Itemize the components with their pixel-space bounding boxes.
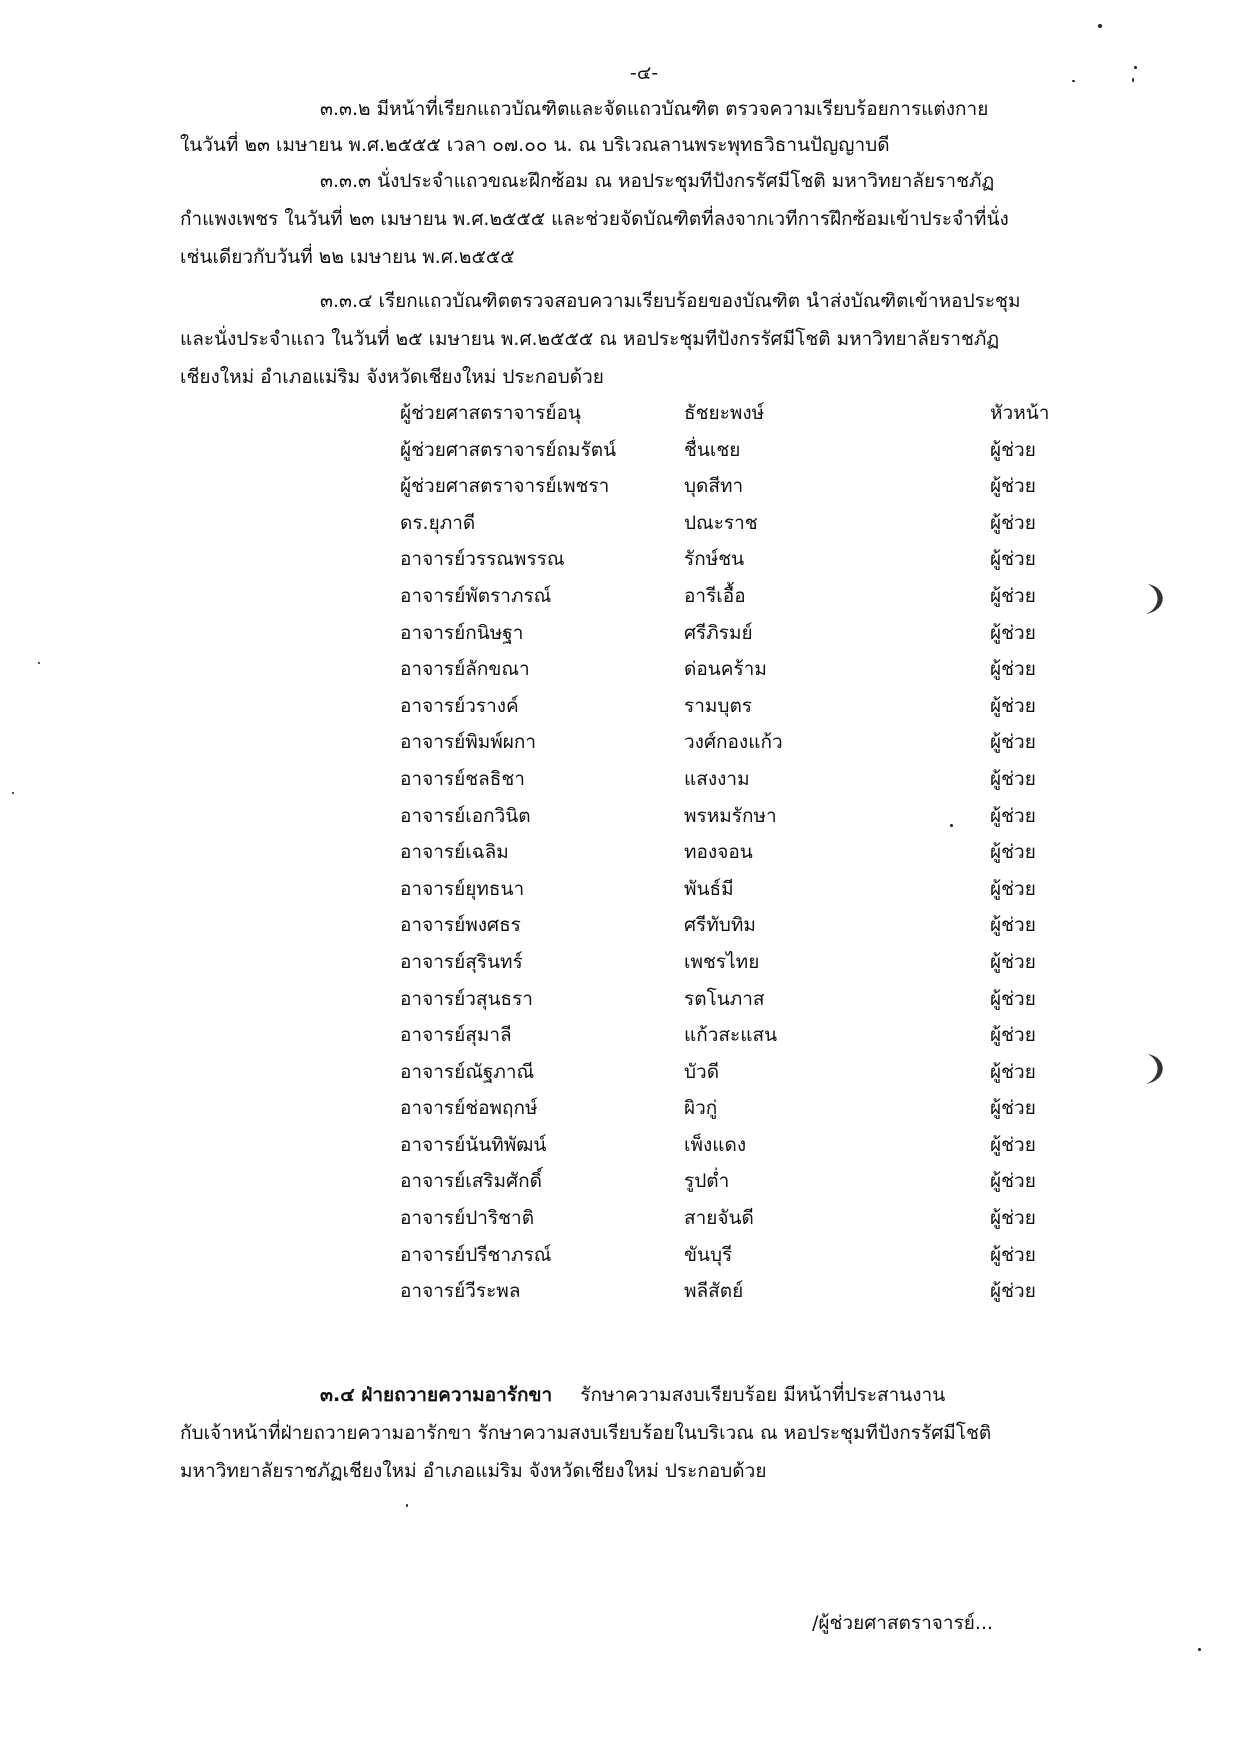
roster-row bbox=[400, 439, 1060, 476]
roster-row bbox=[400, 841, 1060, 878]
roster-row bbox=[400, 878, 1060, 915]
roster-name: ผู้ช่วยศาสตราจารย์เพชรา bbox=[400, 475, 610, 498]
roster-name: อาจารย์ปรีชาภรณ์ bbox=[400, 1243, 552, 1266]
page-number: -๔- bbox=[630, 62, 659, 84]
roster-name: อาจารย์เอกวินิต bbox=[400, 804, 531, 827]
roster-name: อาจารย์วรรณพรรณ bbox=[400, 548, 565, 571]
roster-row bbox=[400, 1134, 1060, 1171]
section-3-3-2-line-2: ในวันที่ ๒๓ เมษายน พ.ศ.๒๕๕๕ เวลา ๐๗.๐๐ น. ณ บริเวณลานพระพุทธวิธานปัญญาบดี bbox=[180, 134, 890, 156]
roster-name: อาจารย์เฉลิม bbox=[400, 841, 509, 864]
section-3-4-line-1-text: รักษาความสงบเรียบร้อย มีหน้าที่ประสานงาน bbox=[580, 1384, 946, 1406]
roster-name: อาจารย์สุรินทร์ bbox=[400, 950, 523, 973]
roster-row bbox=[400, 695, 1060, 732]
scan-speck bbox=[1098, 24, 1102, 28]
section-3-4-line-2: กับเจ้าหน้าที่ฝ่ายถวายความอารักขา รักษาความสงบเรียบร้อยในบริเวณ ณ หอประชุมทีปังกรรัศมีโชติ bbox=[180, 1422, 992, 1444]
roster-name: อาจารย์วสุนธรา bbox=[400, 987, 533, 1010]
punch-hole-shadow bbox=[1138, 1052, 1168, 1086]
section-3-3-4-line-2: และนั่งประจำแถว ในวันที่ ๒๕ เมษายน พ.ศ.๒๕๕๕ ณ หอประชุมทีปังกรรัศมีโชติ มหาวิทยาลัยราชภัฏ bbox=[180, 328, 1000, 350]
scan-speck bbox=[1134, 66, 1137, 69]
roster-surname: พรหมรักษา bbox=[684, 804, 777, 827]
roster-surname: รตโนภาส bbox=[684, 987, 765, 1010]
section-3-3-4-line-1: ๓.๓.๔ เรียกแถวบัณฑิตตรวจสอบความเรียบร้อยของบัณฑิต นำส่งบัณฑิตเข้าหอประชุม bbox=[320, 290, 1021, 312]
roster-row bbox=[400, 548, 1060, 585]
scan-speck bbox=[12, 792, 14, 794]
roster-surname: รักษ์ชน bbox=[684, 548, 745, 571]
section-3-4-line-1 bbox=[320, 1384, 945, 1407]
roster-surname: พลีสัตย์ bbox=[684, 1280, 744, 1303]
roster-role: ผู้ช่วย bbox=[990, 841, 1036, 864]
roster-name: อาจารย์เสริมศักดิ์ bbox=[400, 1170, 542, 1193]
roster-row bbox=[400, 402, 1060, 439]
roster-surname: เพ็งแดง bbox=[684, 1133, 747, 1156]
roster-role: ผู้ช่วย bbox=[990, 1207, 1036, 1230]
roster-name: อาจารย์สุมาลี bbox=[400, 1024, 512, 1047]
scan-speck bbox=[38, 662, 40, 664]
roster-role: ผู้ช่วย bbox=[990, 438, 1036, 461]
roster-row bbox=[400, 914, 1060, 951]
roster-role: ผู้ช่วย bbox=[990, 1243, 1036, 1266]
roster-surname: เพชรไทย bbox=[684, 950, 760, 973]
roster-row bbox=[400, 585, 1060, 622]
section-3-4-line-3: มหาวิทยาลัยราชภัฏเชียงใหม่ อำเภอแม่ริม จังหวัดเชียงใหม่ ประกอบด้วย bbox=[180, 1460, 767, 1482]
roster-name: อาจารย์ณัฐภาณี bbox=[400, 1060, 535, 1083]
roster-name: ผู้ช่วยศาสตราจารย์ถมรัตน์ bbox=[400, 438, 617, 461]
roster-name: อาจารย์นันทิพัฒน์ bbox=[400, 1133, 547, 1156]
scan-speck bbox=[406, 1504, 408, 1507]
roster-name: ดร.ยุภาดี bbox=[400, 511, 476, 534]
continuation-reference: /ผู้ช่วยศาสตราจารย์... bbox=[812, 1612, 994, 1634]
roster-row bbox=[400, 475, 1060, 512]
roster-role: หัวหน้า bbox=[990, 402, 1050, 424]
scan-speck bbox=[1072, 80, 1075, 82]
roster-surname: บุดสีทา bbox=[684, 475, 744, 498]
roster-role: ผู้ช่วย bbox=[990, 584, 1036, 607]
roster-role: ผู้ช่วย bbox=[990, 1024, 1036, 1047]
roster-role: ผู้ช่วย bbox=[990, 1280, 1036, 1303]
roster-role: ผู้ช่วย bbox=[990, 1097, 1036, 1120]
roster-row bbox=[400, 512, 1060, 549]
roster-surname: ปณะราช bbox=[684, 511, 758, 534]
roster-role: ผู้ช่วย bbox=[990, 731, 1036, 754]
roster-row bbox=[400, 805, 1060, 842]
roster-name: อาจารย์ช่อพฤกษ์ bbox=[400, 1097, 538, 1120]
roster-row bbox=[400, 1280, 1060, 1317]
section-3-3-4-line-3: เชียงใหม่ อำเภอแม่ริม จังหวัดเชียงใหม่ ประกอบด้วย bbox=[180, 366, 604, 388]
roster-surname: ทองจอน bbox=[684, 841, 753, 864]
roster-role: ผู้ช่วย bbox=[990, 767, 1036, 790]
roster-row bbox=[400, 1170, 1060, 1207]
scan-speck bbox=[1132, 78, 1134, 82]
roster-role: ผู้ช่วย bbox=[990, 475, 1036, 498]
roster-row bbox=[400, 768, 1060, 805]
roster-role: ผู้ช่วย bbox=[990, 658, 1036, 681]
scan-speck bbox=[950, 824, 953, 827]
roster-surname: ธัชยะพงษ์ bbox=[684, 402, 765, 424]
roster-surname: ด่อนคร้าม bbox=[684, 658, 767, 681]
roster-name: อาจารย์ลักขณา bbox=[400, 658, 530, 681]
roster-surname: ชื่นเชย bbox=[684, 438, 741, 461]
roster-row bbox=[400, 951, 1060, 988]
punch-hole-shadow bbox=[1138, 582, 1168, 616]
roster-surname: วงศ์กองแก้ว bbox=[684, 731, 783, 754]
roster-name: อาจารย์ชลธิชา bbox=[400, 767, 525, 790]
roster-name: อาจารย์วรางค์ bbox=[400, 694, 519, 717]
roster-row bbox=[400, 622, 1060, 659]
roster-name: อาจารย์ยุทธนา bbox=[400, 877, 525, 900]
roster-name: ผู้ช่วยศาสตราจารย์อนุ bbox=[400, 402, 581, 424]
roster-role: ผู้ช่วย bbox=[990, 950, 1036, 973]
roster-row bbox=[400, 731, 1060, 768]
roster-name: อาจารย์วีระพล bbox=[400, 1280, 521, 1303]
roster-row bbox=[400, 988, 1060, 1025]
roster-row bbox=[400, 1024, 1060, 1061]
section-3-3-3-line-2: กำแพงเพชร ในวันที่ ๒๓ เมษายน พ.ศ.๒๕๕๕ และช่วยจัดบัณฑิตที่ลงจากเวทีการฝึกซ้อมเข้าประจำที่นั่ง bbox=[180, 208, 1009, 230]
roster-surname: แก้วสะแสน bbox=[684, 1024, 778, 1047]
roster-surname: สายจันดี bbox=[684, 1207, 754, 1230]
roster-name: อาจารย์กนิษฐา bbox=[400, 621, 524, 644]
roster-row bbox=[400, 1244, 1060, 1281]
roster-role: ผู้ช่วย bbox=[990, 1170, 1036, 1193]
roster-surname: ศรีทับทิม bbox=[684, 914, 756, 937]
roster-role: ผู้ช่วย bbox=[990, 694, 1036, 717]
roster-name: อาจารย์พิมพ์ผกา bbox=[400, 731, 537, 754]
roster-row bbox=[400, 658, 1060, 695]
roster-row bbox=[400, 1207, 1060, 1244]
roster-row bbox=[400, 1061, 1060, 1098]
roster-role: ผู้ช่วย bbox=[990, 1060, 1036, 1083]
roster-role: ผู้ช่วย bbox=[990, 914, 1036, 937]
roster-surname: แสงงาม bbox=[684, 767, 750, 790]
roster-role: ผู้ช่วย bbox=[990, 804, 1036, 827]
roster-surname: ผิวกู่ bbox=[684, 1097, 718, 1120]
roster-surname: บัวดี bbox=[684, 1060, 720, 1083]
roster-role: ผู้ช่วย bbox=[990, 987, 1036, 1010]
roster-surname: ศรีภิรมย์ bbox=[684, 621, 753, 644]
section-3-4-heading: ๓.๔ ฝ่ายถวายความอารักขา bbox=[320, 1384, 553, 1406]
roster-role: ผู้ช่วย bbox=[990, 1133, 1036, 1156]
section-3-3-2-line-1: ๓.๓.๒ มีหน้าที่เรียกแถวบัณฑิตและจัดแถวบัณฑิต ตรวจความเรียบร้อยการแต่งกาย bbox=[320, 98, 989, 120]
roster-surname: รูปต่ำ bbox=[684, 1170, 730, 1193]
roster-name: อาจารย์พัตราภรณ์ bbox=[400, 584, 552, 607]
section-3-3-3-line-3: เช่นเดียวกับวันที่ ๒๒ เมษายน พ.ศ.๒๕๕๕ bbox=[180, 246, 515, 268]
roster-name: อาจารย์ปาริชาติ bbox=[400, 1207, 535, 1230]
roster-role: ผู้ช่วย bbox=[990, 548, 1036, 571]
roster-role: ผู้ช่วย bbox=[990, 511, 1036, 534]
roster-name: อาจารย์พงศธร bbox=[400, 914, 521, 937]
roster-surname: ขันบุรี bbox=[684, 1243, 733, 1266]
roster-surname: อารีเอื้อ bbox=[684, 584, 746, 607]
committee-roster bbox=[400, 402, 1060, 1317]
roster-role: ผู้ช่วย bbox=[990, 621, 1036, 644]
roster-role: ผู้ช่วย bbox=[990, 877, 1036, 900]
roster-surname: พันธ์มี bbox=[684, 877, 734, 900]
roster-surname: รามบุตร bbox=[684, 694, 753, 717]
scan-speck bbox=[1198, 1648, 1201, 1651]
section-3-3-3-line-1: ๓.๓.๓ นั่งประจำแถวขณะฝึกซ้อม ณ หอประชุมทีปังกรรัศมีโชติ มหาวิทยาลัยราชภัฏ bbox=[320, 170, 995, 192]
roster-row bbox=[400, 1097, 1060, 1134]
